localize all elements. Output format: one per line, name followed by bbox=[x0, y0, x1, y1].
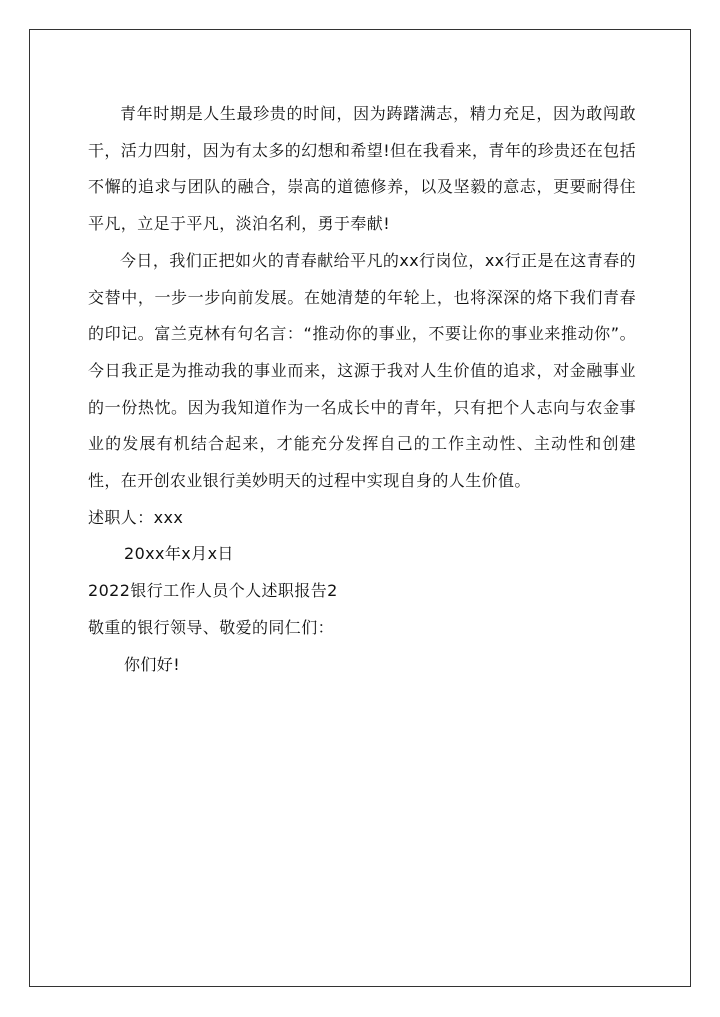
salutation-line: 敬重的银行领导、敬爱的同仁们： bbox=[88, 617, 335, 637]
document-body bbox=[88, 96, 636, 683]
paragraph-youth: 青年时期是人生最珍贵的时间，因为踌躇满志，精力充足，因为敢闯敢干，活力四射，因为有太多的幻想和希望!但在我看来，青年的珍贵还在包括不懈的追求与团队的融合，崇高的道德修养，以及坚毅的意志，更要耐得住平凡，立足于平凡，淡泊名利，勇于奉献! bbox=[88, 104, 637, 234]
date-line: 20xx年x月x日 bbox=[124, 544, 234, 564]
reporter-line: 述职人：xxx bbox=[88, 507, 184, 527]
report-title-2: 2022银行工作人员个人述职报告2 bbox=[88, 581, 338, 601]
paragraph-today: 今日，我们正把如火的青春献给平凡的xx行岗位，xx行正是在这青春的交替中，一步一步向前发展。在她清楚的年轮上，也将深深的烙下我们青春的印记。富兰克林有句名言：“推动你的事业，不要让你的事业来推动你”。今日我正是为推动我的事业而来，这源于我对人生价值的追求，对金融事业的一份热忱。因为我知道作为一名成长中的青年，只有把个人志向与农金事业的发展有机结合起来，才能充分发挥自己的工作主动性、主动性和创建性，在开创农业银行美妙明天的过程中实现自身的人生价值。 bbox=[88, 250, 636, 491]
greeting-line: 你们好! bbox=[124, 654, 181, 674]
